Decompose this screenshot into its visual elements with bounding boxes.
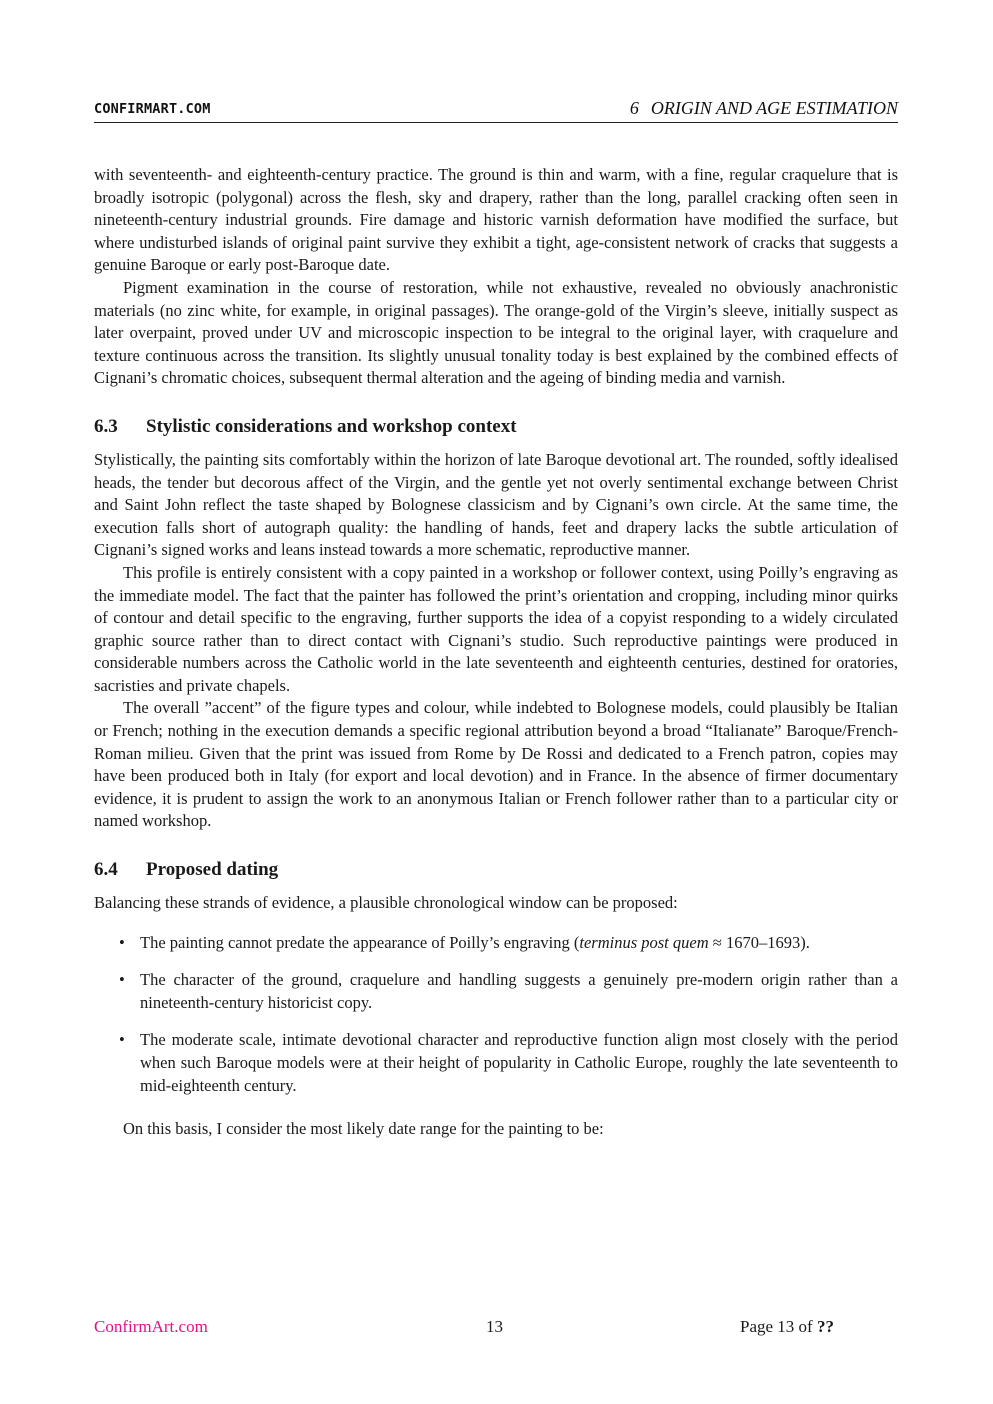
chapter-title: ORIGIN AND AGE ESTIMATION [650,98,898,118]
section-number: 6.4 [94,859,118,881]
running-head [630,98,898,119]
site-logo: CONFIRMART.COM [94,101,211,117]
paragraph: with seventeenth- and eighteenth-century practice. The ground is thin and warm, with a fine, regular craquelure that is broadly isotropic (polygonal) across the flesh, sky and drapery, rather than the long, parallel cracking often seen in nineteenth-century industrial grounds. Fire damage and historic varnish deformation have modified the surface, but where undisturbed islands of original paint survive they exhibit a tight, age-consistent network of cracks that suggests a genuine Baroque or early post-Baroque date. [94,165,898,275]
chapter-number: 6 [629,98,639,118]
list-item: • The moderate scale, intimate devotional character and reproductive function align most closely with the period when such Baroque models were at their height of popularity in Catholic Europe, roughly the late seventeenth to mid-eighteenth century. [94,1029,898,1097]
list-item-italic: terminus post quem [579,932,709,952]
main-text [94,164,898,1141]
footer-page-number: 13 [486,1317,503,1336]
section-heading-6-3 [94,415,898,439]
paragraph: Stylistically, the painting sits comfortably within the horizon of late Baroque devotional art. The rounded, softly idealised heads, the tender but decorous affect of the Virgin, and the gentle yet not overly sentimental exchange between Christ and Saint John reflect the taste shaped by Bolognese classicism and by Cignani’s own circle. At the same time, the execution falls short of autograph quality: the handling of hands, feet and drapery lacks the subtle articulation of Cignani’s signed works and leans instead towards a more schematic, reproductive manner. [94,449,898,560]
paragraph: This profile is entirely consistent with a copy painted in a workshop or follower context, using Poilly’s engraving as the immediate model. The fact that the painter has followed the print’s orientation and cropping, including minor quirks of contour and detail specific to the engraving, further supports the idea of a copyist responding to a widely circulated graphic source rather than to direct contact with Cignani’s studio. Such reproductive paintings were produced in considerable numbers across the Catholic world in the late seventeenth and eighteenth centuries, destined for oratories, sacristies and private chapels. [94,562,898,695]
footer-site-link[interactable]: ConfirmArt.com [94,1317,208,1336]
section-title: Proposed dating [146,859,279,881]
list-item-text: ≈ 1670–1693). [708,932,810,952]
section-number: 6.3 [94,415,118,437]
paragraph: The overall ”accent” of the figure types and colour, while indebted to Bolognese models, could plausibly be Italian or French; nothing in the execution demands a specific regional attribution beyond a broad “Italianate” Baroque/French-Roman milieu. Given that the print was issued from Rome by De Rossi and dedicated to a French patron, copies may have been produced both in Italy (for export and local devotion) and in France. In the absence of firmer documentary evidence, it is prudent to assign the work to an anonymous Italian or French follower rather than to a particular city or named workshop. [94,698,898,831]
dating-bullet-list [94,932,898,1098]
page-footer [0,1317,993,1341]
paragraph: Pigment examination in the course of restoration, while not exhaustive, revealed no obviously anachronistic materials (no zinc white, for example, in original passages). The orange-gold of the Virgin’s sleeve, initially suspect as later overpaint, proved under UV and microscopic inspection to be integral to the original layer, with craquelure and texture continuous across the transition. Its slightly unusual tonality today is best explained by the combined effects of Cignani’s chromatic choices, subsequent thermal alteration and the ageing of binding media and varnish. [94,277,898,388]
footer-page-count [740,1317,834,1337]
list-item: • The character of the ground, craquelure and handling suggests a genuinely pre-modern origin rather than a nineteenth-century historicist copy. [94,969,898,1014]
section-heading-6-4 [94,858,898,882]
paragraph: On this basis, I consider the most likely date range for the painting to be: [123,1119,604,1139]
list-item-text: The painting cannot predate the appearance of Poilly’s engraving ( [140,932,580,952]
page-count-label: Page 13 of [740,1317,813,1336]
list-item [94,932,898,955]
paragraph: Balancing these strands of evidence, a plausible chronological window can be proposed: [94,893,678,913]
section-title: Stylistic considerations and workshop context [146,415,517,437]
page-header [94,98,898,123]
page-count-total: ?? [816,1317,834,1336]
